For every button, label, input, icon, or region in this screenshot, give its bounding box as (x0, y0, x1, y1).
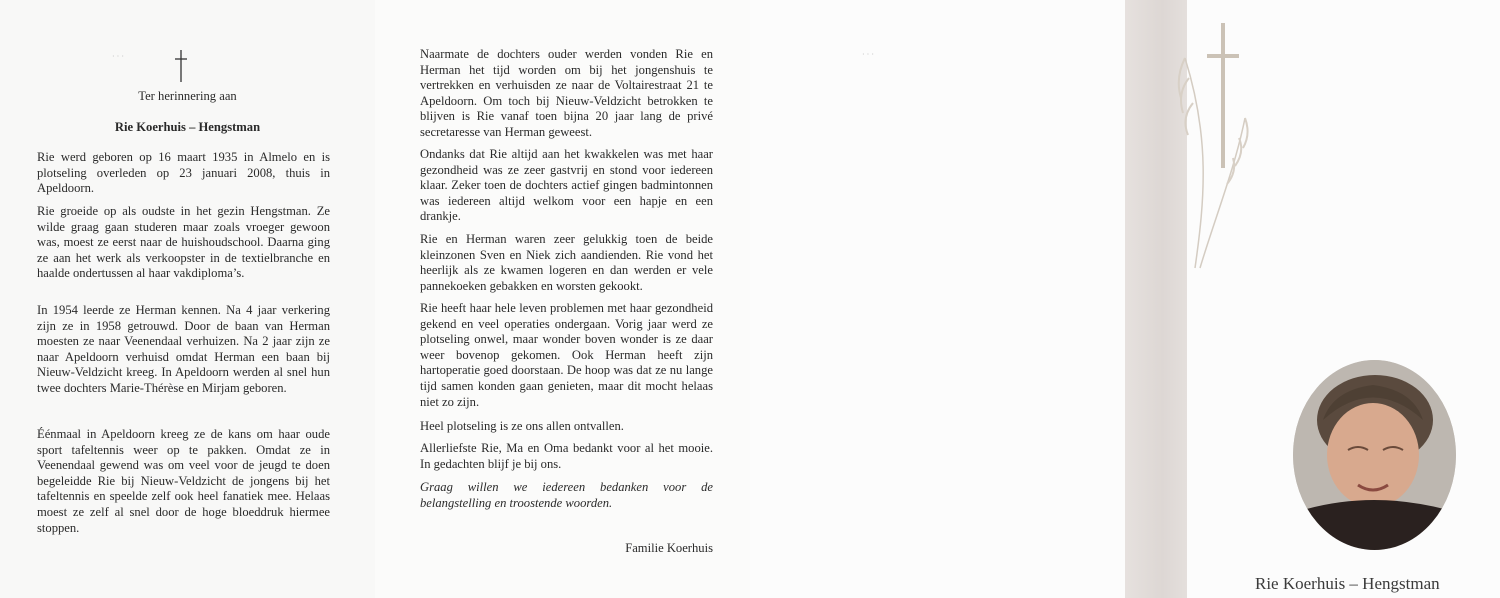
portrait-photo (1293, 360, 1456, 550)
paragraph: Heel plotseling is ze ons allen ontvallen. (420, 419, 624, 433)
paragraph: In 1954 leerde ze Herman kennen. Na 4 jaar verkering zijn ze in 1958 getrouwd. Door de baan van Herman moesten ze naar Veenendaal verhuizen. Na 2 jaar zijn ze naar Apeldoorn verhuisd omdat Herman een baan bij Nieuw-Veldzicht kreeg. In Apeldoorn werden al snel hun twee dochters Marie-Thérèse en Mirjam geboren. (37, 303, 330, 395)
paragraph: Rie werd geboren op 16 maart 1935 in Almelo en is plotseling overleden op 23 januari 2008, thuis in Apeldoorn. (37, 150, 330, 196)
cross-icon (174, 50, 188, 82)
signature: Familie Koerhuis (625, 541, 713, 555)
right-panel (750, 0, 1500, 598)
scan-speck: · · · (862, 50, 874, 59)
scan-speck: · · · (112, 52, 124, 61)
intro-text: Ter herinnering aan (138, 89, 237, 103)
paragraph: Naarmate de dochters ouder werden vonden Rie en Herman het tijd worden om bij het jongenshuis te vertrekken en verhuisden ze naar de Voltairestraat 21 te Apeldoorn. Om toch bij Nieuw-Veldzicht betrokken te blijven is Rie vanaf toen bijna 20 jaar lang de privé secretaresse van Herman geweest. (420, 47, 713, 139)
paragraph: Ondanks dat Rie altijd aan het kwakkelen was met haar gezondheid was ze zeer gastvrij en stond voor iedereen klaar. Zeker toen de dochters actief gingen badmintonnen was iedereen altijd welkom voor een hapje en een drankje. (420, 147, 713, 224)
paragraph: Rie groeide op als oudste in het gezin Hengstman. Ze wilde graag gaan studeren maar zoals vroeger gewoon was, moest ze eerst naar de huishoudschool. Daarna ging ze aan het werk als verkoopster in de textielbranche en haalde ondertussen al haar vakdiploma’s. (37, 204, 330, 281)
left-panel (0, 0, 375, 598)
middle-panel (375, 0, 750, 598)
paragraph: Éénmaal in Apeldoorn kreeg ze de kans om haar oude sport tafeltennis weer op te pakken. Omdat ze in Veenendaal gewend was om veel voor de jeugd te doen begeleidde Rie bij Nieuw-Veldzicht de jongens bij het tafeltennis en speelde zelf ook heel fanatiek mee. Helaas moest ze zelf al snel door de hoge bloeddruk hiermee stoppen. (37, 427, 330, 535)
paragraph: Allerliefste Rie, Ma en Oma bedankt voor al het mooie. In gedachten blijf je bij ons. (420, 441, 713, 471)
paragraph: Rie en Herman waren zeer gelukkig toen de beide kleinzonen Sven en Niek zich aandienden. Rie vond het heerlijk als ze kwamen logeren en dan werden er vele pannekoeken gebakken en worsten gekookt. (420, 232, 713, 293)
paragraph: Rie heeft haar hele leven problemen met haar gezondheid gekend en veel operaties ondergaan. Vorig jaar werd ze plotseling onwel, maar wonder boven wonder is ze daar weer bovenop gekomen. Ook Herman heeft zijn hartoperatie goed doorstaan. De hoop was dat ze nu lange tijd samen konden gaan genieten, maar dit mocht helaas niet zo zijn. (420, 301, 713, 409)
deceased-name: Rie Koerhuis – Hengstman (114, 120, 261, 134)
wheat-cross-ornament (1155, 18, 1255, 278)
portrait-caption: Rie Koerhuis – Hengstman (1255, 574, 1440, 593)
thank-you-note: Graag willen we iedereen bedanken voor de belangstelling en troostende woorden. (420, 480, 713, 510)
